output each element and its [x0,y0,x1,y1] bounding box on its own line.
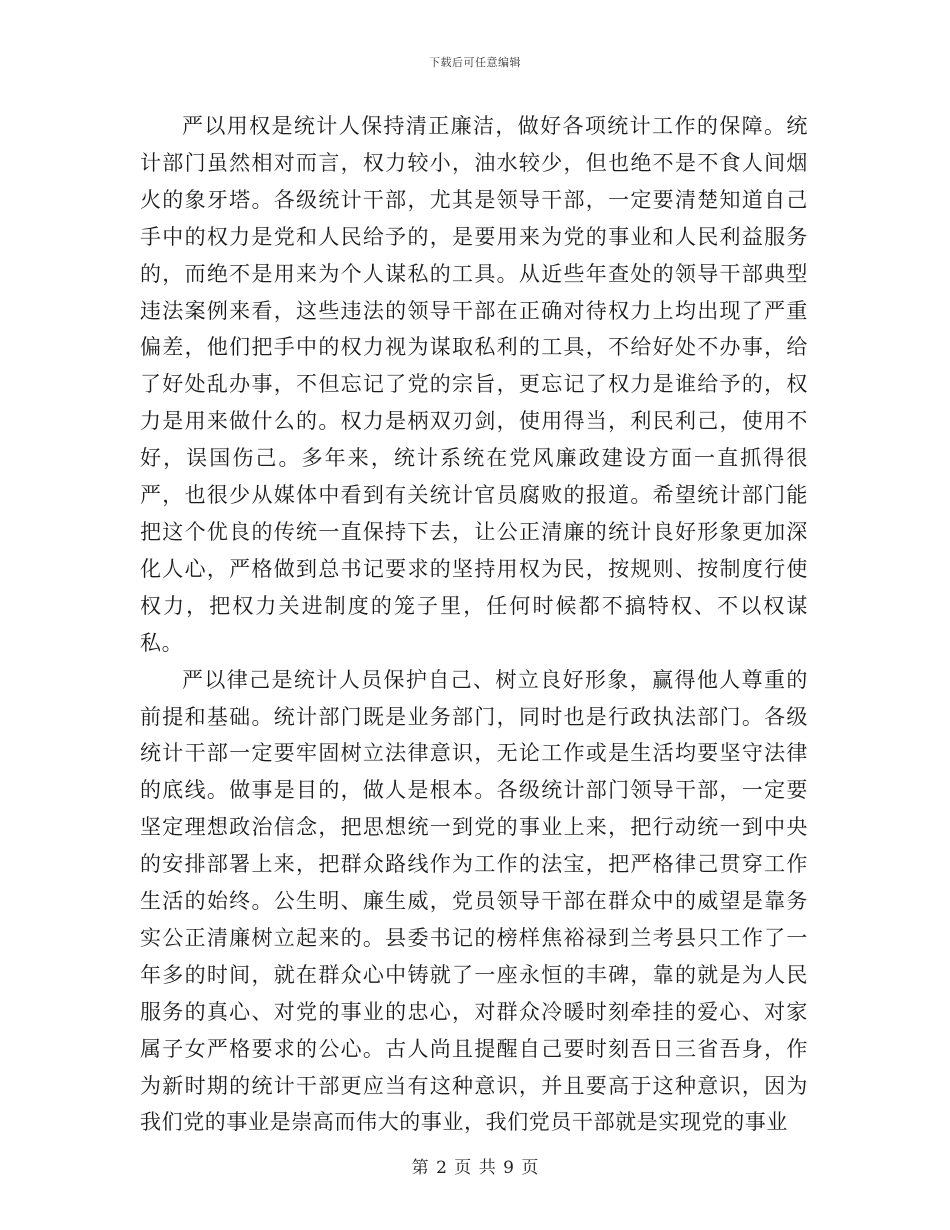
page-number-footer: 第 2 页 共 9 页 [411,1158,539,1178]
paragraph-power: 严以用权是统计人保持清正廉洁，做好各项统计工作的保障。统计部门虽然相对而言，权力较小，油水较少，但也绝不是不食人间烟火的象牙塔。各级统计干部，尤其是领导干部，一定要清楚知道自己手中的权力是党和人民给予的，是要用来为党的事业和人民利益服务的，而绝不是用来为个人谋私的工具。从近些年查处的领导干部典型违法案例来看，这些违法的领导干部在正确对待权力上均出现了严重偏差，他们把手中的权力视为谋取私利的工具，不给好处不办事，给了好处乱办事，不但忘记了党的宗旨，更忘记了权力是谁给予的，权力是用来做什么的。权力是柄双刃剑，使用得当，利民利己，使用不好，误国伤己。多年来，统计系统在党风廉政建设方面一直抓得很严，也很少从媒体中看到有关统计官员腐败的报道。希望统计部门能把这个优良的传统一直保持下去，让公正清廉的统计良好形象更加深化人心，严格做到总书记要求的坚持用权为民，按规则、按制度行使权力，把权力关进制度的笼子里，任何时候都不搞特权、不以权谋私。 [140,114,808,655]
header-note: 下载后可任意编辑 [429,56,521,69]
paragraph-self-discipline: 严以律己是统计人员保护自己、树立良好形象，赢得他人尊重的前提和基础。统计部门既是业务部门，同时也是行政执法部门。各级统计干部一定要牢固树立法律意识，无论工作或是生活均要坚守法律的底线。做事是目的，做人是根本。各级统计部门领导干部，一定要坚定理想政治信念，把思想统一到党的事业上来，把行动统一到中央的安排部署上来，把群众路线作为工作的法宝，把严格律己贯穿工作生活的始终。公生明、廉生威，党员领导干部在群众中的威望是靠务实公正清廉树立起来的。县委书记的榜样焦裕禄到兰考县只工作了一年多的时间，就在群众心中铸就了一座永恒的丰碑，靠的就是为人民服务的真心、对党的事业的忠心，对群众冷暖时刻牵挂的爱心、对家属子女严格要求的公心。古人尚且提醒自己要时刻吾日三省吾身，作为新时期的统计干部更应当有这种意识，并且要高于这种意识，因为我们党的事业是崇高而伟大的事业，我们党员干部就是实现党的事业 [140,667,808,1135]
body-text [140,108,808,1141]
